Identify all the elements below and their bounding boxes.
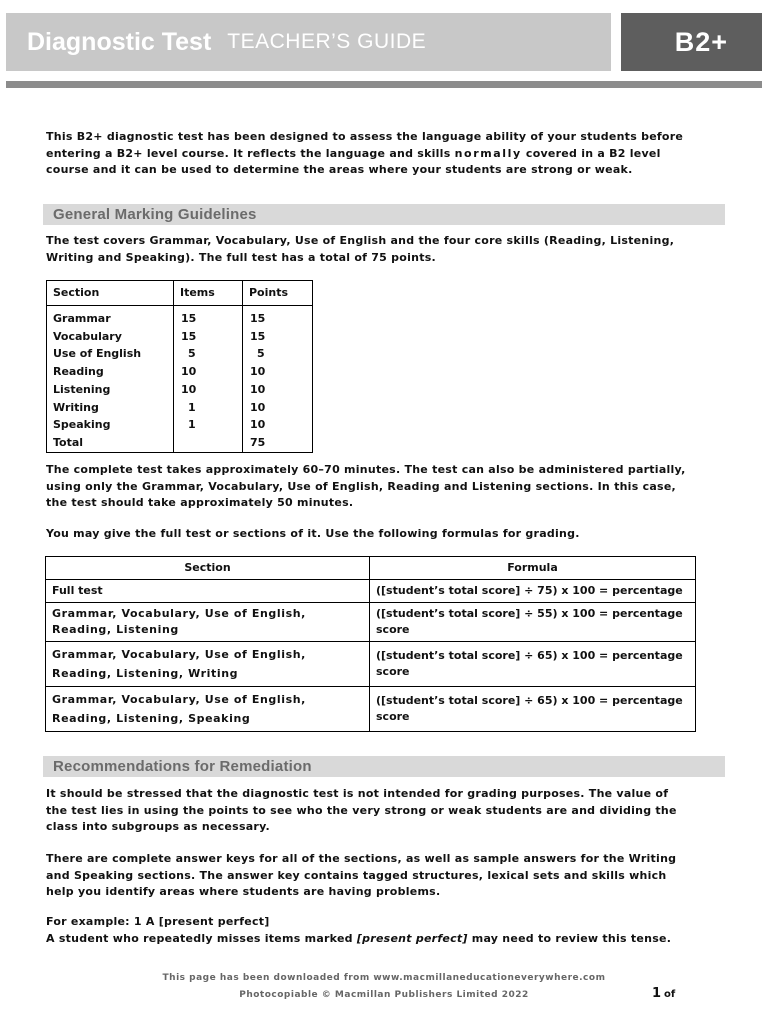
table-cell: Speaking [47,416,174,434]
table-cell: Reading [47,363,174,381]
document-subtitle: TEACHER’S GUIDE [227,30,427,53]
table-row [46,603,696,642]
table-cell: 10 [174,381,243,399]
table-row [47,363,313,381]
section-heading-remediation: Recommendations for Remediation [43,756,725,777]
table-cell: Grammar, Vocabulary, Use of English, Reading, Listening [46,603,370,642]
table-cell: Grammar, Vocabulary, Use of English, Reading, Listening, Writing [46,642,370,687]
intro-text-start: This B2+ diagnostic test has been designed to assess the language ability of your students before entering a B2+ level course. It reflects the language and skills [46,130,684,160]
marking-paragraph-1: The test covers Grammar, Vocabulary, Use of English and the four core skills (Reading, Listening, Writing and Speaking). The full test has a total of 75 points. [46,234,675,264]
table-cell: Vocabulary [47,328,174,346]
table-row-total [47,434,313,452]
table-cell: 1 [174,416,243,434]
table-cell: 15 [243,306,313,328]
table-cell: Full test [46,580,370,603]
table-row [47,416,313,434]
example-line: For example: 1 A [present perfect] [46,915,270,928]
table-cell: Grammar, Vocabulary, Use of English, Reading, Listening, Speaking [46,687,370,732]
table-cell: Listening [47,381,174,399]
table-cell [174,434,243,452]
example-text-end: may need to review this tense. [471,932,672,945]
table-cell: 10 [243,381,313,399]
table-cell: 10 [243,363,313,381]
remediation-paragraph-1: It should be stressed that the diagnostic test is not intended for grading purposes. The value of the test lies in using the points to see who the very strong or weak students are and dividing the class into subgroups as necessary. [46,787,677,833]
column-header: Points [243,281,313,306]
intro-text-end: covered in a B2 level course and it can be used to determine the areas where your students are strong or weak. [46,146,661,176]
column-header: Section [47,281,174,306]
table-cell: ([student’s total score] ÷ 55) x 100 = percentage score [370,603,696,642]
table-cell: Use of English [47,345,174,363]
table-row [46,580,696,603]
formula-table [45,556,696,732]
table-cell: Writing [47,399,174,417]
table-row [46,642,696,687]
table-header-row [46,557,696,580]
table-cell: 5 [243,345,313,363]
header-banner [6,13,611,71]
footer-copyright: Photocopiable © Macmillan Publishers Limited 2022 [239,990,529,1000]
points-table [46,280,313,453]
table-row [47,306,313,328]
table-cell: ([student’s total score] ÷ 75) x 100 = percentage [370,580,696,603]
intro-emphasis: normally [454,146,522,160]
table-cell: 10 [174,363,243,381]
table-header-row [47,281,313,306]
page-number-value: 1 [652,986,662,1001]
marking-paragraph-3: You may give the full test or sections of it. Use the following formulas for grading. [46,527,580,540]
example-tag: [present perfect] [356,932,468,945]
page-number-of: of [664,989,676,1000]
table-cell: 75 [243,434,313,452]
section-heading-marking: General Marking Guidelines [43,204,725,225]
table-row [47,381,313,399]
table-cell: 10 [243,416,313,434]
table-row [46,687,696,732]
remediation-paragraph-2: There are complete answer keys for all of the sections, as well as sample answers for the Writing and Speaking sections. The answer key contains tagged structures, lexical sets and skills which help you identify areas where students are having problems. [46,852,677,898]
table-cell: 10 [243,399,313,417]
table-cell: ([student’s total score] ÷ 65) x 100 = percentage score [370,687,696,732]
example-text-start: A student who repeatedly misses items marked [46,932,353,945]
example-explanation [46,931,686,948]
table-row [47,345,313,363]
table-cell: 1 [174,399,243,417]
page-number [652,982,675,1001]
header-divider [6,81,762,88]
table-cell: 15 [174,328,243,346]
column-header: Items [174,281,243,306]
table-cell: 15 [243,328,313,346]
table-cell: 5 [174,345,243,363]
footer-download-note: This page has been downloaded from www.macmillaneducationeverywhere.com [162,973,606,983]
column-header: Formula [370,557,696,580]
document-title: Diagnostic Test [27,27,212,56]
column-header: Section [46,557,370,580]
marking-paragraph-2: The complete test takes approximately 60–70 minutes. The test can also be administered partially, using only the Grammar, Vocabulary, Use of English, Reading and Listening sections. In this case, the test should take approximately 50 minutes. [46,463,686,509]
table-cell: 15 [174,306,243,328]
level-badge: B2+ [621,13,762,71]
table-cell: ([student’s total score] ÷ 65) x 100 = percentage score [370,642,696,687]
table-row [47,399,313,417]
intro-paragraph [46,129,686,179]
table-row [47,328,313,346]
table-cell: Total [47,434,174,452]
table-cell: Grammar [47,306,174,328]
